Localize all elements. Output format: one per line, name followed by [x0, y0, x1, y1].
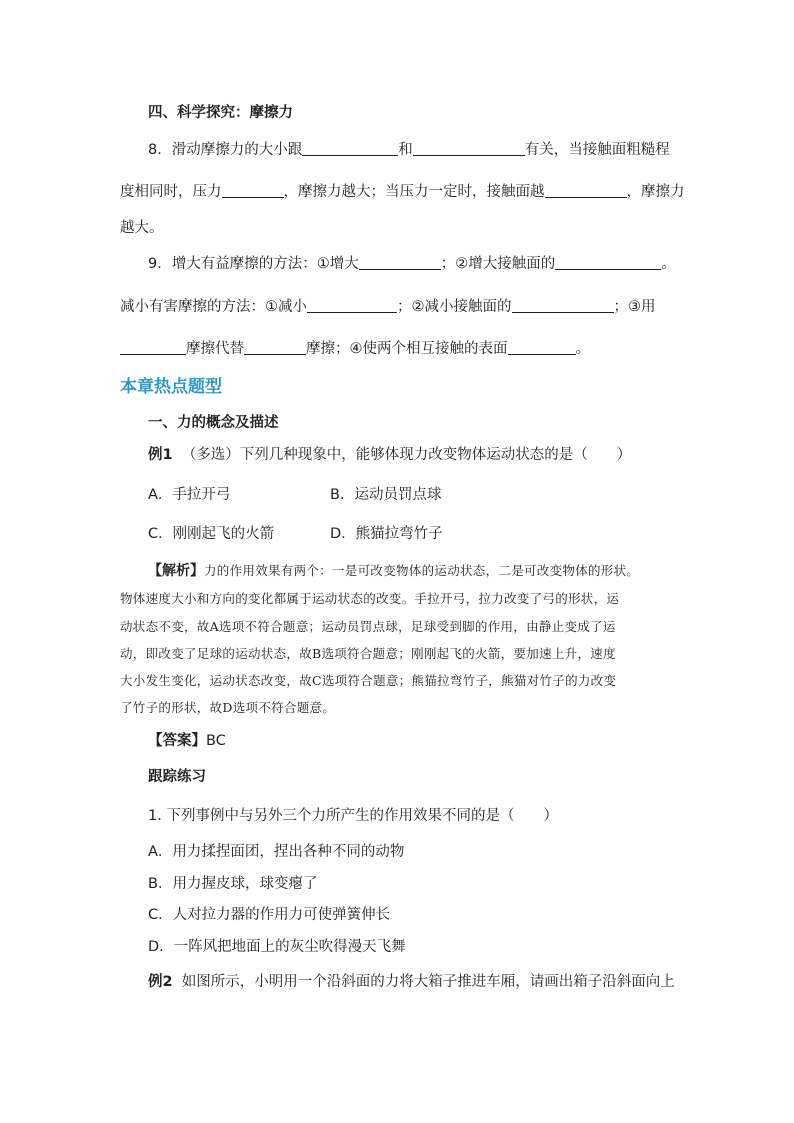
q8-blank-4 [545, 183, 627, 198]
analysis-text-1: 力的作用效果有两个：一是可改变物体的运动状态，二是可改变物体的形状。 [204, 563, 640, 578]
q8-text-1: 8．滑动摩擦力的大小跟 [148, 142, 303, 158]
option-a: A．手拉开弓 [148, 487, 231, 503]
example-1-options-row-1 [148, 485, 441, 505]
question-9-line-3 [120, 339, 590, 359]
q9-text-5: ；②减小接触面的 [397, 299, 512, 315]
chapter-heading: 本章热点题型 [120, 377, 222, 397]
q8-blank-3 [222, 183, 284, 198]
practice-option-a: A．用力揉捏面团，捏出各种不同的动物 [148, 844, 405, 860]
q8-blank-1 [302, 141, 398, 156]
question-8-line-2 [120, 182, 685, 202]
topic-title: 一、力的概念及描述 [148, 415, 279, 431]
analysis-line-3: 动状态不变，故A选项不符合题意；运动员罚点球，足球受到脚的作用，由静止变成了运 [120, 619, 616, 634]
q9-blank-2 [555, 255, 661, 270]
answer-label: 【答案】 [148, 733, 206, 749]
question-8-line-3: 越大。 [120, 220, 164, 236]
q9-text-7: 摩擦代替 [186, 341, 244, 357]
example-1-question [148, 445, 631, 465]
section-title: 四、科学探究：摩擦力 [148, 105, 293, 121]
practice-option-c: C．人对拉力器的作用力可使弹簧伸长 [148, 907, 391, 923]
q9-blank-1 [359, 255, 441, 270]
q9-blank-3 [307, 298, 397, 313]
answer-value: BC [206, 733, 226, 749]
question-9-line-1 [148, 254, 676, 274]
option-b: B．运动员罚点球 [330, 487, 442, 503]
practice-title: 跟踪练习 [148, 769, 206, 785]
q8-text-4: 度相同时，压力 [120, 184, 222, 200]
example-1-label: 例1 [148, 447, 173, 463]
example-2-text: 如图所示，小明用一个沿斜面的力将大箱子推进车厢，请画出箱子沿斜面向上 [181, 974, 675, 990]
q8-text-5: ，摩擦力越大；当压力一定时，接触面越 [283, 184, 545, 200]
analysis-line-1 [148, 561, 639, 581]
example-1-options-row-2 [148, 524, 443, 544]
q9-blank-6 [244, 340, 306, 355]
q8-text-2: 和 [398, 142, 413, 158]
analysis-line-6: 了竹子的形状，故D选项不符合题意。 [120, 700, 336, 715]
question-9-line-2 [120, 297, 656, 317]
q9-blank-7 [508, 340, 576, 355]
practice-option-b: B．用力握皮球，球变瘪了 [148, 876, 318, 892]
q9-text-8: 摩擦；④使两个相互接触的表面 [306, 341, 508, 357]
q8-blank-2 [413, 141, 525, 156]
q9-blank-4 [512, 298, 614, 313]
analysis-label: 【解析】 [148, 563, 204, 579]
analysis-line-4: 动，即改变了足球的运动状态，故B选项符合题意；刚刚起飞的火箭，要加速上升，速度 [120, 646, 616, 661]
example-2-label: 例2 [148, 974, 173, 990]
example-2-question [148, 972, 675, 992]
practice-option-d: D．一阵风把地面上的灰尘吹得漫天飞舞 [148, 939, 406, 955]
q9-text-3: 。 [661, 256, 676, 272]
q9-text-4: 减小有害摩擦的方法：①减小 [120, 299, 307, 315]
answer-line [148, 731, 226, 751]
q9-blank-5 [120, 340, 186, 355]
analysis-line-5: 大小发生变化，运动状态改变，故C选项符合题意；熊猫拉弯竹子，熊猫对竹子的力改变 [120, 673, 617, 688]
q9-text-6: ；③用 [613, 299, 656, 315]
example-1-text: （多选）下列几种现象中，能够体现力改变物体运动状态的是（ ） [181, 447, 632, 463]
practice-question-1: 1. 下列事例中与另外三个力所产生的作用效果不同的是（ ） [148, 808, 558, 824]
q9-text-2: ；②增大接触面的 [440, 256, 556, 272]
q8-text-3: 有关，当接触面粗糙程 [524, 142, 670, 158]
q9-text-1: 9．增大有益摩擦的方法：①增大 [148, 256, 359, 272]
q9-text-9: 。 [575, 341, 590, 357]
option-d: D．熊猫拉弯竹子 [330, 526, 443, 542]
option-c: C．刚刚起飞的火箭 [148, 526, 275, 542]
analysis-line-2: 物体速度大小和方向的变化都属于运动状态的改变。手拉开弓，拉力改变了弓的形状，运 [120, 591, 620, 606]
question-8-line-1 [148, 140, 670, 160]
q8-text-6: ，摩擦力 [626, 184, 685, 200]
